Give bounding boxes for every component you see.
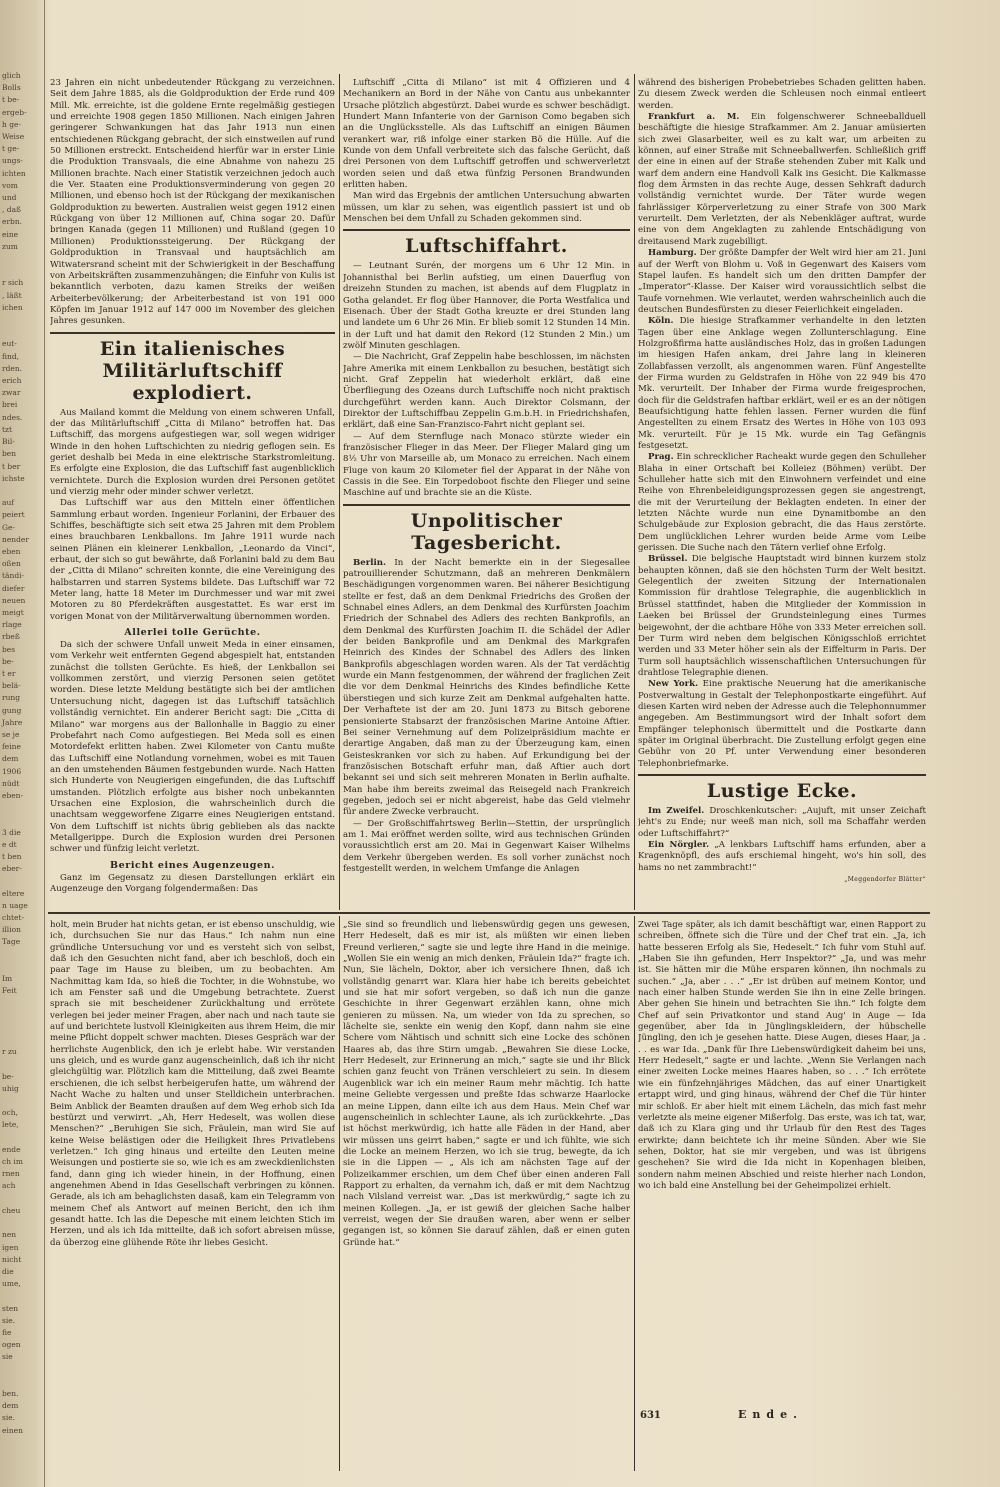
divider [638,774,926,776]
margin-fragment: sie. [2,1413,16,1423]
news-text: Der größte Dampfer der Welt wird hier am 21. Juni auf der Werft von Blohm u. Voß in Gegenwart des Kaisers vom Stapel laufen. Es handelt sich um den dritten Dampfer der „Imperator“-Klasse. Der Kaiser wird voraussichtlich selbst die Taufe vornehmen. Wie verlautet, werden wahrscheinlich auch die deutschen Bundesfürsten zu dieser Feierlichkeit eingeladen. [638,248,926,315]
margin-fragment: fie [2,1327,12,1337]
goldproduction-paragraph: 23 Jahren ein nicht unbedeutender Rückgang zu verzeichnen. Seit dem Jahre 1885, als die Goldproduktion der Erde rund 409 Mill. Mk. erreichte, ist die goldene Ernte regelmäßig gestiegen und erreichte 1908 gegen 1850 Millionen. Nach einigen Jahren geringerer Schwankungen hat das Jahr 1913 nun einen entschiedenen Rückgang gebracht, der sich einstweilen auf rund 50 Millionen erstreckt. Entscheidend hierfür war in erster Linie die Produktion Transvaals, die eine Abnahme von nahezu 25 Millionen brachte. Nach einer Statistik verzeichnen jedoch auch die Ver. Staaten eine Produktionsverminderung von gegen 20 Millionen, und ebenso hoch ist der Rückgang der mexikanischen Goldproduktion zu bewerten. Australien weist gegen 1912 einen Rückgang von über 12 Millionen auf, China sogar 20. Dafür bringen Kanada (gegen 11 Millionen) und Rußland (gegen 10 Millionen) Produktionssteigerung. Der Rückgang der Goldproduktion in Transvaal und hauptsächlich am Witwatersrand scheint mit der Schwierigkeit in der Beschaffung von Arbeitskräften zusammenzuhängen; die Einfuhr von Kulis ist bekanntlich verboten, dazu kamen Streiks der weißen Arbeiterbevölkerung; der Arbeiterbestand ist von 191 000 Köpfen im Januar 1912 auf 147 000 im November des gleichen Jahres gesunken. [50,78,335,327]
column-3 [638,78,926,908]
left-margin-fragments [0,0,45,1487]
margin-fragment: ben [2,449,17,459]
margin-fragment: find, [2,351,20,361]
margin-fragment [0,265,44,277]
subheading-augenzeuge: Bericht eines Augenzeugen. [109,859,276,871]
column-separator [634,916,635,1471]
margin-fragment: , läßt [2,290,22,300]
joke-text: Droschkenkutscher: „Aujuft, mit unser Zeichaft jeht's zu Ende; nur weeß man nich, soll ma Schaffahr werden oder Luftschiffahrt?“ [638,805,926,839]
margin-fragment: rden. [2,363,23,373]
news-item: — Die Nachricht, Graf Zeppelin habe beschlossen, im nächsten Jahre Amerika mit einem Lenkballon zu besuchen, bestätigt sich nicht. Graf Zeppelin hat wiederholt erklärt, daß eine Überfliegung des Ozeans durch Luftschiffe noch nicht praktisch durchgeführt werden kann. Auch Direktor Colsmann, der Direktor der Luftschiffbau Zeppelin G.m.b.H. in Friedrichshafen, erklärt, daß eine San-Franzisco-Fahrt nicht geplant sei. [343,352,630,431]
joke-text: „A lenkbars Luftschiff hams erfunden, aber a Kragenknöpfl, des aufs erschiemal hingeht, wo's hin soll, des hams no net zammbracht!“ [638,840,926,873]
margin-fragment: einen [2,1425,23,1435]
margin-fragment [0,961,44,973]
news-text: In der Nacht bemerkte ein in der Siegesallee patrouillierender Schutzmann, daß an mehreren Denkmälern Beschädigungen vorgenommen waren. Bei näherer Besichtigung stellte er fest, daß an dem Denkmal Friedrichs des Großen der Schnabel eines Adlers, an dem Denkmal des Kurfürsten Joachim Friedrich der Schnabel des Adlers des rechten Bankprofils, an dem Denkmal des Kurfürsten Joachim II. die Schädel der Adler der beiden Bankprofile und am Denkmal des Markgrafen Heinrich des Kindes der Schnabel des Adlers des linken Bankprofils abgeschlagen worden waren. Als der Tat verdächtig wurde ein Mann festgenommen, der während der fraglichen Zeit die vor dem Denkmal Heinrichs des Kindes befindliche Kette überstiegen und sich kurze Zeit am Denkmal aufgehalten hatte. Der Verhaftete ist der am 20. Juni 1873 zu Bitsch geborene pensionierte Stabsarzt der französischen Marine Antoine Aftier. Bei seiner Vernehmung auf dem Polizeipräsidium machte er derartige Angaben, daß man zu der Überzeugung kam, einen Geisteskranken vor sich zu haben. Auf Erkundigung bei der französischen Botschaft erfuhr man, daß Aftier auch dort bekannt sei und sich seit mehreren Monaten in Berlin aufhalte. Man habe ihm bereits zweimal das Reisegeld nach Frankreich gegeben, jedoch sei er nicht abgereist, habe das Geld vielmehr für andere Zwecke verbraucht. [343,557,630,818]
news-item: während des bisherigen Probebetriebes Schaden gelitten haben. Zu diesem Zweck werden die Schleusen noch einmal entleert werden. [638,78,926,111]
margin-fragment: Bolls [2,83,21,93]
margin-fragment: Jahre [2,717,23,727]
news-item: — Leutnant Surén, der morgens um 6 Uhr 12 Min. in Johannisthal bei Berlin aufstieg, um einen Dauerflug von dreizehn Stunden zu machen, ist abends auf dem Flugplatz in Gotha gelandet. Er flog über Hannover, die Porta Westfalica und Eisenach. Über der Stadt Gotha kreuzte er drei Stunden lang und landete um 6 Uhr 26 Min. Er blieb somit 12 Stunden 14 Min. in der Luft und hat damit den Rekord (12 Stunden 2 Min.) um zwölf Minuten geschlagen. [343,261,630,351]
margin-fragment: ch im [2,1157,23,1167]
news-item-newyork [638,679,926,770]
margin-fragment [0,1010,44,1022]
divider [343,229,630,231]
margin-fragment: nen [2,1230,17,1240]
margin-fragment: chtet- [2,913,25,923]
margin-fragment: ichten [2,168,26,178]
margin-fragment: Feit [2,986,17,996]
story-text: holt, mein Bruder hat nichts getan, er ist ebenso unschuldig, wie ich, durchsuchen Sie nur das Haus.“ Ich nahm nun eine gründliche Untersuchung vor und es versteht sich von selbst, daß ich den Gesuchten nicht fand, aber ich beschloß, doch ein paar Tage im Hause zu bleiben, um zu beobachten. Am Nachmittag kam Ida, so hieß die Tochter, in die Wohnstube, wo ich am Fenster saß und die Umgebung betrachtete. Zuerst sprach sie mit bescheidener Zurückhaltung und errötete verlegen bei jeder meiner Fragen, aber nach und nach taute sie auf und berichtete lustvoll Kleinigkeiten aus ihrem Heim, die mir meine Pflicht doppelt schwer machten. Dieses Gespräch war der herrlichste Augenblick, den ich je erlebt habe. Wir verstanden uns gleich, und es wurde ganz augenscheinlich, daß ich ihr nicht gleichgültig war. Plötzlich kam die Mitteilung, daß zwei Beamte erschienen, die ich selbst herbeigerufen hatte, um während der Nacht Wache zu halten und unser Stelldichein unterbrachen. Beim Anblick der Beamten draußen auf dem Weg erhob sich Ida bestürzt und verwirrt. „Ah, Herr Hedeselt, was wollen diese Menschen?“ „Beruhigen Sie sich, Fräulein, man wird Sie auf keine Weise belästigen oder die Heiligkeit Ihres Privatlebens verletzen.“ Ich ging hinaus und erteilte den Leuten meine Weisungen und postierte sie so, wie ich es am zweckdienlichsten fand, dann ging ich wieder hinein, in der Hoffnung, einen angenehmen Abend in Idas Gesellschaft verbringen zu können. Gerade, als ich am behaglichsten dasaß, kam ein Telegramm von meinem Chef als Antwort auf meinen Bericht, den ich ihm gesandt hatte. Ich las die Depesche mit einem leichten Stich im Herzen, und als ich Ida mitteilte, daß ich sofort abreisen müsse, da überzog eine glühende Röte ihr liebes Gesicht. [50,920,335,1248]
margin-fragment: rlage [2,620,22,630]
joke-2 [638,840,926,874]
margin-fragment: eben- [2,790,24,800]
margin-fragment: ach [2,1181,16,1191]
column-separator [339,74,340,910]
margin-fragment: auf [2,498,15,508]
story-column-2 [343,920,630,1465]
margin-fragment [0,1376,44,1388]
story-text: Zwei Tage später, als ich damit beschäftigt war, einen Rapport zu schreiben, öffnete sich die Türe und der Chef trat ein. „Ja, ich hatte besseren Erfolg als Sie, Hedeselt.“ Ich fuhr vom Stuhl auf. „Haben Sie ihn gefunden, Herr Inspektor?“ „Ja, und was mehr ist. Sie hätten mir die Mühe ersparen können, ihn nochmals zu suchen.“ „Ja, aber . . .“ „Er ist drüben auf meinem Kontor, und nach einer halben Stunde werden Sie ihn in eine Zelle bringen. Aber gehen Sie hinein und betrachten Sie ihn.“ Ich folgte dem Chef auf sein Privatkontor und stand Aug' in Auge — Ida gegenüber, aber Ida in Jünglingskleidern, der hübschelle Jüngling, den ich je gesehen hatte. Diese Augen, dieses Haar, ja . . . es war Ida. „Dank für Ihre Liebenswürdigkeit daheim bei uns, Herr Hedeselt,“ sagte er und lachte. „Wenn Sie Verlangen nach einer zweiten Locke meines Haares haben, so . . .“ Ich errötete wie ein fünfzehnjähriges Mädchen, das auf einer Unartigkeit ertappt wird, und ging hinaus, während der Chef die Tür hinter mir schloß. Er aber hielt mit einem Lächeln, das mich fast mehr verletzte als meine eigener Mißerfolg. Das erste, was ich tat, war, daß ich zu Klara ging und ihr Urlaub für den Rest des Tages erwirkte; dann beichtete ich ihr meine Sünden. Aber wie Sie sehen, Doktor, hat sie mir vergeben, und was ist übrigens geschehen? Sie wird die Ida nicht in Kopenhagen bleiben, sondern nahm meinen Abschied und reiste hierher nach London, wo ich bald eine Anstellung bei der Geheimpolizei erhielt. [638,920,926,1191]
margin-fragment: t ber [2,461,21,471]
margin-fragment: e dt [2,839,17,849]
margin-fragment: oßen [2,559,21,569]
margin-fragment: feine [2,742,21,752]
article-paragraph: Man wird das Ergebnis der amtlichen Untersuchung abwarten müssen, um klar zu sehen, was eigentlich passiert ist und ob Menschen bei dem Unfall zu Schaden gekommen sind. [343,191,630,225]
margin-fragment: h ge- [2,119,21,129]
margin-fragment: peiert [2,510,25,520]
margin-fragment: ergeb- [2,107,27,117]
margin-fragment: glich [2,71,21,80]
margin-fragment: och, [2,1108,18,1118]
article-paragraph: Das Luftschiff war aus den Mitteln einer öffentlichen Sammlung erbaut worden. Ingenieur Forlanini, der Erbauer des Schiffes, beschäftigte sich seit etwa 25 Jahren mit dem Problem eines brauchbaren Lenkballons. Im Jahre 1911 wurde nach seinen Plänen ein kleinerer Lenkballon, „Leonardo da Vinci“, erbaut, der sich so gut bewährte, daß Forlanini bald zu dem Bau der „Citta di Milano“ schreiten konnte, die eine Vereinigung des halbstarren und starren Systems bildete. Das Luftschiff war 72 Meter lang, hatte 18 Meter im Durchmesser und war mit zwei Motoren zu 80 Pferdekräften ausgestattet. Es war erst im vorigen Monat von der Militärverwaltung übernommen worden. [50,498,335,622]
margin-fragment: eut- [2,339,17,349]
divider [50,332,335,334]
margin-fragment: und [2,193,17,203]
margin-fragment: rung [2,693,21,703]
news-text: Die hiesige Strafkammer verhandelte in den letzten Tagen über eine Anklage wegen Zollunterschlagung. Eine Holzgroßfirma hatte ausländisches Holz, das in großen Ladungen im hiesigen Hafen ankam, drei Jahre lang in kleineren Zollabfassen verzollt, als angenommen waren. Fünf Angestellte der Firma wurden zu Geldstrafen in Höhe von 22 949 bis 470 Mk. verurteilt. Der Inhaber der Firma wurde freigesprochen, doch für die Geldstrafen haftbar erklärt, weil er es an der nötigen Beaufsichtigung hatte fehlen lassen. Ferner wurden die fünf Angestellten zu einem Ersatz des Wertes in Höhe von 103 093 Mk. verurteilt. Für je 15 Mk. wurde ein Tag Gefängnis festgesetzt. [638,316,926,451]
story-end-mark: Ende. [738,1408,803,1421]
news-item-bruessel [638,554,926,679]
news-item: — Auf dem Sternfluge nach Monaco stürzte wieder ein französischer Flieger in das Meer. Der Flieger Malard ging um 8½ Uhr von Marseille ab, um Monaco zu erreichen. Nach einem Fluge von kaum 20 Kilometer fiel der Apparat in der Nähe von Cassis in die See. Ein Torpedoboot fischte den Flieger und seine Maschine auf und brachte sie an die Küste. [343,431,630,499]
margin-fragment: sie. [2,1315,16,1325]
margin-fragment: eben [2,546,21,556]
margin-fragment: r zu [2,1047,17,1057]
margin-fragment: t ge- [2,144,20,154]
margin-fragment: ume, [2,1279,21,1289]
margin-fragment: dem [2,1401,19,1411]
margin-fragment: tzt [2,424,12,434]
story-text: „Sie sind so freundlich und liebenswürdig gegen uns gewesen, Herr Hedeselt, daß es mir ist, als müßten wir einen lieben Freund verlieren,“ sagte sie und legte ihre Hand in die meinige. „Wollen Sie ein wenig an mich denken, Fräulein Ida?“ fragte ich. Nun, Sie lächeln, Doktor, aber ich versichere Ihnen, daß ich vollständig genarrt war. Klara hier habe ich bereits gebeichtet und sie hat mir sofort vergeben, so daß ich nun die ganze Geschichte in ihrer Gegenwart erzählen kann, ohne mich genieren zu müssen. Na, um wieder von Ida zu sprechen, so lächelte sie, senkte ein wenig den Kopf, dann nahm sie eine Schere vom Nähtisch und schnitt sich eine Locke des schönen Haares ab, das ihre Stirn umgab. „Bewahren Sie diese Locke, Herr Hedeselt, zur Erinnerung an mich,“ sagte sie und ihr Blick schien ganz feucht von Tränen verschleiert zu sein. In diesem Augenblick war ich ein meiner Raum mehr mächtig. Ich hatte meine Geliebte vergessen und preßte Idas schwarze Haarlocke an meine Lippen, dann eilte ich aus dem Haus. Mein Chef war augenscheinlich in schlechter Laune, als ich zurückkehrte. „Das ist höchst merkwürdig, ich hatte alle Fäden in der Hand, aber wir müssen uns geirrt haben,“ sagte er und ich fühlte, wie sich die Locke an meinem Herzen, wo ich sie trug, bewegte, da ich sie in die Lippen — „ Als ich am nächsten Tage auf der Polizeikammer erschien, um dem Chef über einen anderen Fall Rapport zu erhalten, da vernahm ich, daß er mit dem Nachtzug nach Vilsland verreist war. „Das ist merkwürdig,“ sagte ich zu meinen Kollegen. „Ja, er ist gewiß der gleichen Sache halber verreist, wegen der Sie draußen waren, aber wenn er selber gegangen ist, so können Sie darauf zählen, daß er einen guten Gründe hat.“ [343,920,630,1248]
margin-fragment: belä- [2,681,21,691]
margin-fragment: zwar [2,388,21,398]
margin-fragment: t be- [2,95,20,105]
margin-fragment: sie [2,1352,13,1362]
margin-fragment: erbn. [2,217,23,227]
column-separator [634,74,635,910]
margin-fragment: cheu [2,1205,21,1215]
margin-fragment: neuen [2,595,26,605]
margin-fragment: gung [2,705,22,715]
joke-1 [638,806,926,840]
margin-fragment: Bil- [2,437,15,447]
margin-fragment [0,997,44,1009]
margin-fragment: t ben [2,852,22,861]
margin-fragment [0,1034,44,1046]
subheading-geruechte: Allerlei tolle Gerüchte. [124,627,261,639]
margin-fragment [0,802,44,814]
page-number: 631 [640,1410,661,1421]
dateline: New York. [648,679,699,690]
news-text: Die belgische Hauptstadt wird binnen kurzem stolz behaupten können, daß sie den höchsten Turm der Welt besitzt. Gelegentlich der zweiten Sitzung der Internationalen Kommission für drahtlose Telegraphie, die augenblicklich in Brüssel stattfindet, haben die Mitglieder der Kommission in Laeken bei Brüssel der Grundsteinlegung eines Turmes beigewohnt, der die achtbare Höhe von 333 Meter erreichen soll. Der Turm wird neben dem belgischen Königsschloß errichtet werden und 33 Meter höher sein als der Eiffelturm in Paris. Der Turm soll hauptsächlich wissenschaftlichen Untersuchungen für drahtlose Telegraphie dienen. [638,554,926,678]
margin-fragment: 3 die [2,827,21,837]
margin-fragment [0,1132,44,1144]
column-2 [343,78,630,908]
margin-fragment: eltere [2,888,25,898]
margin-fragment: ungs- [2,156,23,166]
dateline: Prag. [648,452,674,463]
margin-fragment [0,1217,44,1229]
margin-fragment: ichste [2,473,25,483]
article-paragraph: Aus Mailand kommt die Meldung von einem schweren Unfall, der das Militärluftschiff „Citta di Milano“ betroffen hat. Das Luftschiff, das morgens aufgestiegen war, soll wegen widriger Winde in den hohen Luftschichten zu niedrig geflogen sein. Es geriet deshalb bei Meda in eine elektrische Starkstromleitung. Es erfolgte eine Explosion, die das Luftschiff fast augenblicklich vernichtete. Durch die Explosion wurden drei Personen getötet und vierzig mehr oder minder schwer verletzt. [50,407,335,497]
margin-fragment: ben. [2,1388,19,1398]
margin-fragment: nicht [2,1254,22,1264]
news-item-koeln [638,316,926,452]
margin-fragment: uhig [2,1083,19,1093]
margin-fragment [0,1290,44,1302]
margin-fragment: igen [2,1242,19,1252]
margin-fragment: bes [2,644,16,654]
article-paragraph: Luftschiff „Citta di Milano“ ist mit 4 Offizieren und 4 Mechanikern an Bord in der Nähe von Cantu aus unbekannter Ursache plötzlich abgestürzt. Dabei wurde es schwer beschädigt. Hundert Mann Infanterie von der Garnison Como begaben sich an die Unglücksstelle. Als das Luftschiff an einigen Bäumen verankert war, riß infolge einer starken Bö die Hülle. Auf die Kunde von dem Unfall verbreitete sich das falsche Gerücht, daß drei Personen von dem Luftschiff getroffen und schwerverletzt worden seien und daß etwa fünfzig Personen Brandwunden erlitten haben. [343,78,630,191]
margin-fragment [0,1095,44,1107]
margin-fragment [0,1193,44,1205]
margin-fragment: ndes. [2,412,23,422]
margin-fragment: ichen [2,302,23,312]
news-item-hamburg [638,248,926,316]
margin-fragment: Weise [2,132,25,142]
margin-fragment: zum [2,241,18,251]
headline-luftschiffahrt: Luftschiffahrt. [405,235,568,258]
margin-fragment: Tage [2,937,21,947]
margin-fragment: n uage [2,900,28,910]
headline-militaerluftschiff: Ein italienisches Militärluftschiff explodiert. [99,337,286,404]
news-item-frankfurt [638,112,926,248]
column-1 [50,78,335,908]
news-text: Eine praktische Neuerung hat die amerikanische Postverwaltung in Gestalt der Telephonpostkarte eingeführt. Auf diesen Karten wird neben der Adresse auch die Telephonnummer angegeben. Am Bestimmungsort wird der Inhalt sofort dem Empfänger telephonisch übermittelt und die Postkarte dann später im Original überbracht. Die Zustellung erfolgt gegen eine Gebühr von 20 Pf. unter Verwendung einer besonderen Telephonbriefmarke. [638,679,926,769]
margin-fragment: be- [2,1071,14,1081]
headline-tagesbericht: Unpolitischer Tagesbericht. [410,509,563,554]
margin-fragment [0,875,44,887]
dateline: Brüssel. [648,554,688,565]
margin-fragment [0,314,44,326]
margin-fragment: diefer [2,583,25,593]
margin-fragment: , daß [2,205,22,215]
margin-fragment: erich [2,376,22,386]
margin-fragment: sten [2,1303,19,1313]
column-separator [339,916,340,1471]
margin-fragment: eber- [2,864,22,874]
news-item-berlin [343,558,630,819]
news-item: — Der Großschiffahrtsweg Berlin—Stettin, der ursprünglich am 1. Mai eröffnet werden sollte, wird aus technischen Gründen voraussichtlich erst am 20. Mai in Gegenwart Kaiser Wilhelms dem Verkehr übergeben werden. Es soll vorher zunächst noch festgestellt werden, in welchem Umfange die Anlagen [343,818,630,874]
margin-fragment: brei [2,400,18,410]
margin-fragment: die [2,1266,14,1276]
margin-fragment: se je [2,729,20,739]
margin-fragment: nüdt [2,778,20,788]
margin-fragment [0,1022,44,1034]
margin-fragment [0,949,44,961]
article-paragraph: Ganz im Gegensatz zu diesen Darstellungen erklärt ein Augenzeuge den Vorgang folgendermaßen: Das [50,872,335,894]
joke-credit: „Meggendorfer Blätter“ [844,876,926,884]
news-text: Ein schrecklicher Racheakt wurde gegen den Schulleher Blaha in einer Ortschaft bei Kolleiez (Böhmen) verübt. Der Schulleher hatte sich mit den Einwohnern verfeindet und eine Reihe von Ehrenbeleidigungsprozessen gegen sie angestrengt, die mit der Verurteilung der Beklagten endeten. In einer der letzten Nächte wurde nun eine Dynamitbombe an den Schulgebäude zur Explosion gebracht, die das Haus zerstörte. Dem unglücklichen Lehrer wurden beide Arme vom Leibe gerissen. Die Suche nach den Tätern verlief ohne Erfolg. [638,452,926,554]
margin-fragment: ende [2,1144,21,1154]
margin-fragment [0,1058,44,1070]
margin-fragment [0,1364,44,1376]
margin-fragment: r sich [2,278,24,288]
margin-fragment: meigt [2,607,24,617]
margin-fragment [0,326,44,338]
margin-fragment: nender [2,534,29,544]
margin-fragment: rnen [2,1169,20,1179]
margin-fragment: illion [2,925,21,935]
margin-fragment: t er [2,668,16,678]
margin-fragment: Im [2,974,13,984]
article-paragraph: Da sich der schwere Unfall unweit Meda in einer einsamen, vom Verkehr weit entfernten Gegend abgespielt hat, entstanden zunächst die tollsten Gerüchte. Es hieß, der Lenkballon sei vollkommen zerstört, und vierzig Personen seien getötet worden. Diese letzte Meldung bestätigte sich bei der amtlichen Untersuchung nicht, dagegen ist das Luftschiff tatsächlich vollständig vernichtet. Ein anderer Bericht sagt: Die „Citta di Milano“ war morgens aus der Ballonhalle in Baggio zu einer Probefahrt nach Como aufgestiegen. Bei Meda soll es einen Motordefekt erlitten haben. Zwei Kilometer von Cantu mußte das Luftschiff eine Notlandung vornehmen, wobei es mit Tauen an den umstehenden Bäumen festgebunden wurde. Nach Hatten sich Hunderte von Neugierigen eingefunden, die das Luftschiff umstanden. Plötzlich erfolgte aus bisher noch unbekannten Ursachen eine Explosion, die wahrscheinlich durch die unachtsam weggeworfene Zigarre eines Neugierigen entstand. Von dem Luftschiff ist nichts übrig geblieben als das nackte Metallgerippe. Durch die Explosion wurden drei Personen schwer und fünfzig leicht verletzt. [50,640,335,855]
dateline: Frankfurt a. M. [648,112,740,123]
joke-title: Ein Nörgler. [648,840,710,850]
margin-fragment: be- [2,656,14,666]
margin-fragment: lete, [2,1120,19,1130]
dateline: Berlin. [353,557,387,568]
margin-fragment [0,814,44,826]
dateline: Hamburg. [648,248,697,259]
margin-fragment: ogen [2,1340,21,1350]
margin-fragment [0,253,44,265]
margin-fragment: tändi- [2,571,25,581]
margin-fragment: 1906 [2,766,22,776]
margin-fragment [0,485,44,497]
joke-title: Im Zweifel. [648,805,705,816]
dateline: Köln. [648,316,674,327]
margin-fragment: vom [2,180,18,190]
story-column-1 [50,920,335,1465]
section-divider [48,912,930,914]
divider [343,504,630,506]
margin-fragment: eine [2,229,19,239]
margin-fragment: rbeß [2,632,20,642]
news-item-prag [638,452,926,554]
story-column-3 [638,920,926,1375]
headline-lustige-ecke: Lustige Ecke. [706,779,858,802]
margin-fragment: Ge- [2,522,15,532]
margin-fragment: dem [2,754,19,764]
news-text: Ein folgenschwerer Schneeballduell beschäftigte die hiesige Strafkammer. Am 2. Januar amüsierten sich zwei Glasarbeiter, weil es zu kalt war, um arbeiten zu können, auf einer Straße mit Schneeballwerfen. Schließlich griff der eine in einen auf der Straße stehenden Zuber mit Kalk und warf dem andern eine Handvoll Kalk ins Gesicht. Die Kalkmasse flog dem Ärmsten in das rechte Auge, dessen Sehkraft dadurch vollständig vernichtet wurde. Der Täter wurde wegen fahrlässiger Körperverletzung zu einer Strafe von 300 Mark verurteilt. Dem Verletzten, der als Nebenkläger auftrat, wurde eine von dem Angeklagten zu zahlende Entschädigung von dreitausend Mark zugebilligt. [638,112,926,247]
